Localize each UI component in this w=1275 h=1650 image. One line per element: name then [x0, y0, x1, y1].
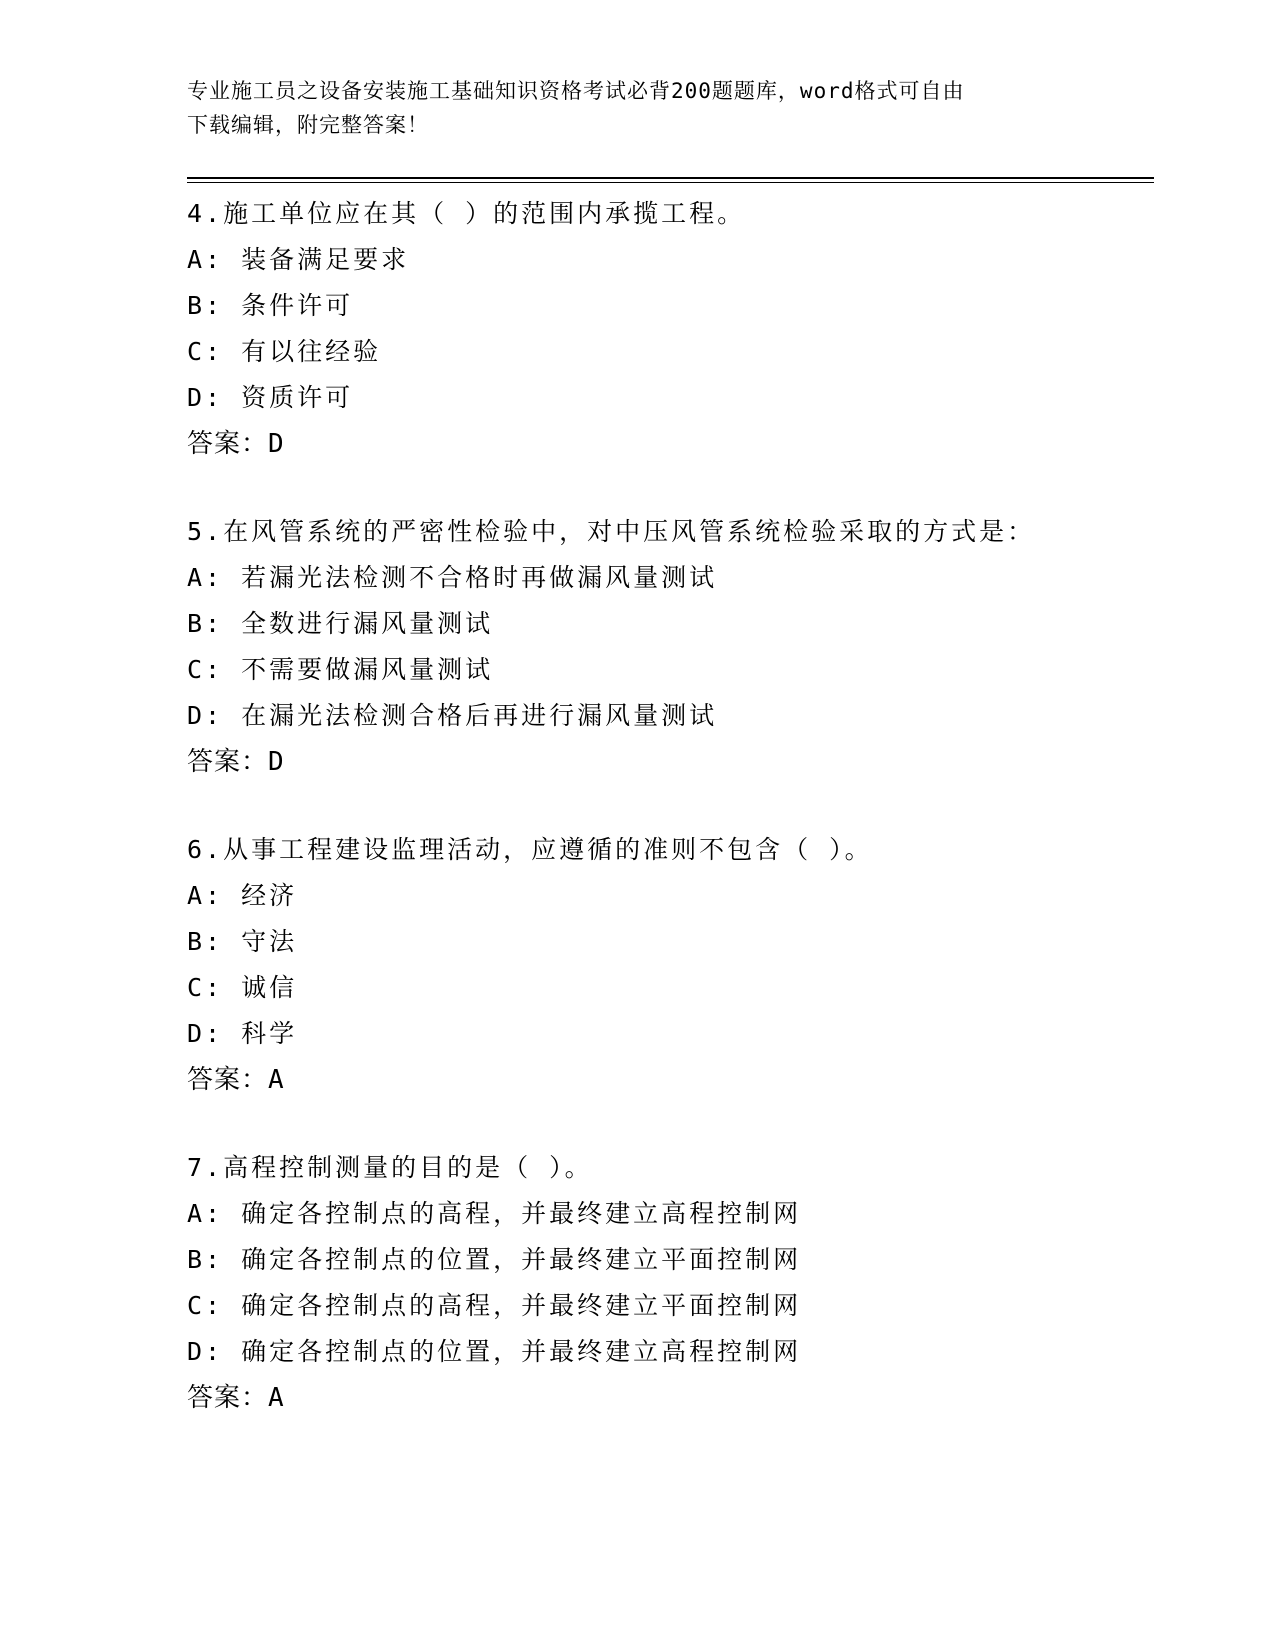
- option-a: A: 若漏光法检测不合格时再做漏风量测试: [187, 563, 718, 592]
- option-b: B: 全数进行漏风量测试: [187, 609, 494, 638]
- answer: 答案：D: [187, 747, 285, 777]
- question-block: [187, 191, 1147, 467]
- option-c: C: 有以往经验: [187, 337, 382, 366]
- option-d: D: 在漏光法检测合格后再进行漏风量测试: [187, 701, 718, 730]
- option-c: C: 确定各控制点的高程，并最终建立平面控制网: [187, 1291, 802, 1320]
- header-divider-thick: [187, 177, 1154, 179]
- question-block: [187, 1145, 1147, 1421]
- option-b: B: 条件许可: [187, 291, 354, 320]
- document-header: [187, 74, 1087, 142]
- option-d: D: 资质许可: [187, 383, 354, 412]
- answer: 答案：A: [187, 1383, 285, 1413]
- question-stem: 6.从事工程建设监理活动，应遵循的准则不包含（ ）。: [187, 835, 873, 864]
- answer: 答案：A: [187, 1065, 285, 1095]
- option-a: A: 经济: [187, 881, 298, 910]
- option-a: A: 装备满足要求: [187, 245, 410, 274]
- question-block: [187, 509, 1147, 785]
- question-list: [187, 191, 1147, 1463]
- option-d: D: 科学: [187, 1019, 298, 1048]
- question-stem: 7.高程控制测量的目的是（ ）。: [187, 1153, 593, 1182]
- header-divider-thin: [187, 182, 1154, 183]
- answer: 答案：D: [187, 429, 285, 459]
- option-d: D: 确定各控制点的位置，并最终建立高程控制网: [187, 1337, 802, 1366]
- question-block: [187, 827, 1147, 1103]
- option-c: C: 诚信: [187, 973, 298, 1002]
- option-b: B: 守法: [187, 927, 298, 956]
- option-a: A: 确定各控制点的高程，并最终建立高程控制网: [187, 1199, 802, 1228]
- question-stem: 5.在风管系统的严密性检验中，对中压风管系统检验采取的方式是：: [187, 517, 1036, 546]
- header-line-2: 下载编辑，附完整答案！: [187, 113, 429, 137]
- question-stem: 4.施工单位应在其（ ）的范围内承揽工程。: [187, 199, 746, 228]
- header-line-1: 专业施工员之设备安装施工基础知识资格考试必背200题题库，word格式可自由: [187, 79, 965, 103]
- option-b: B: 确定各控制点的位置，并最终建立平面控制网: [187, 1245, 802, 1274]
- option-c: C: 不需要做漏风量测试: [187, 655, 494, 684]
